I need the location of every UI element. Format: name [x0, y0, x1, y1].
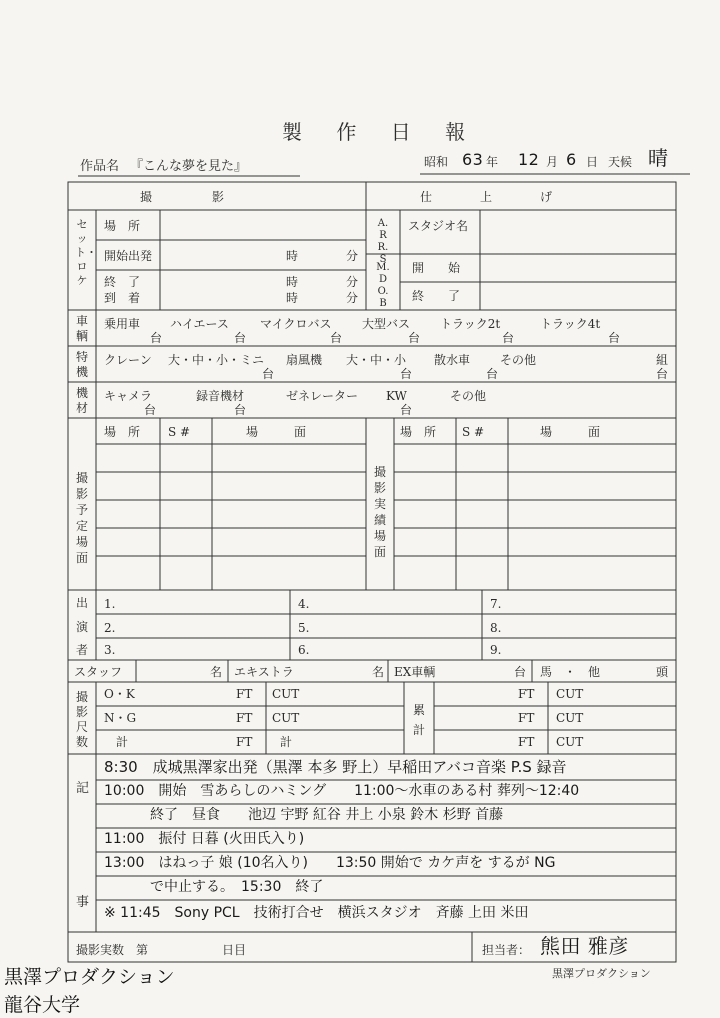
- ex-vehicle-unit: 台: [514, 665, 527, 679]
- start-label: 開始出発: [104, 249, 153, 263]
- note-line-2: 10:00 開始 雪あらしのハミング 11:00〜水車のある村 葬列〜12:40: [104, 783, 580, 799]
- vehicle-car: 乗用車: [104, 317, 141, 331]
- vehicle-unit-3: 台: [330, 331, 343, 345]
- total-ft: FT: [236, 735, 253, 749]
- ok-cut: CUT: [272, 687, 300, 701]
- special-unit-1: 台: [262, 367, 275, 381]
- special-label: 特機: [75, 350, 88, 379]
- ok-ft: FT: [236, 687, 253, 701]
- equip-other: その他: [450, 389, 487, 403]
- start-hour: 時: [286, 249, 299, 263]
- result-place-head: 場 所: [400, 425, 437, 439]
- cast-2: 2.: [104, 621, 116, 635]
- finish-start-label: 開 始: [412, 261, 461, 275]
- ng-cut: CUT: [272, 711, 300, 725]
- vehicle-unit-1: 台: [150, 331, 163, 345]
- special-crane: クレーン: [104, 353, 152, 367]
- notes-label-1: 記: [76, 781, 90, 796]
- extra-unit: 名: [372, 665, 385, 679]
- arrive-hour: 時: [286, 291, 299, 305]
- special-set-unit: 組: [656, 353, 669, 367]
- note-line-4: 11:00 振付 日暮 (火田氏入り): [104, 831, 305, 847]
- month-unit: 月: [546, 155, 559, 169]
- watermark-line-2: 龍谷大学: [4, 994, 81, 1016]
- notes-label-2: 事: [76, 895, 90, 910]
- date-year: 63: [462, 150, 484, 169]
- date-day: 6: [566, 150, 577, 169]
- cast-8: 8.: [490, 621, 502, 635]
- studio-label: スタジオ名: [408, 219, 469, 233]
- special-unit-2: 台: [400, 367, 413, 381]
- vehicle-bus: 大型バス: [362, 317, 411, 331]
- total-cut-label: 計: [280, 735, 293, 749]
- plan-label: 撮影予定場面: [75, 471, 88, 565]
- special-unit-4: 台: [656, 367, 669, 381]
- cum-ft-2: FT: [518, 711, 535, 725]
- equip-unit-2: 台: [234, 403, 247, 417]
- special-other: その他: [500, 353, 537, 367]
- set-loc-label: セット・ロケ: [75, 218, 97, 287]
- film-label: 撮影尺数: [75, 690, 88, 749]
- finish-end-label: 終 了: [412, 289, 461, 303]
- cast-label-1: 出: [76, 596, 89, 610]
- special-crane-sizes: 大・中・小・ミニ: [168, 353, 265, 367]
- equip-unit-1: 台: [144, 403, 157, 417]
- cast-9: 9.: [490, 643, 502, 657]
- note-line-7: ※ 11:45 Sony PCL 技術打合せ 横浜スタジオ 斉藤 上田 米田: [104, 905, 529, 921]
- result-s-head: S #: [462, 425, 485, 439]
- cast-1: 1.: [104, 597, 116, 611]
- film-ok: O・K: [104, 687, 135, 701]
- plan-scene-head: 場 面: [246, 425, 307, 439]
- cast-6: 6.: [298, 643, 310, 657]
- date-month: 12: [518, 150, 540, 169]
- equip-kw: KW: [386, 389, 407, 403]
- result-scene-head: 場 面: [540, 425, 601, 439]
- person-name: 熊田 雅彦: [540, 934, 629, 958]
- film-ng: N・G: [104, 711, 137, 725]
- special-fan: 扇風機: [286, 353, 323, 367]
- day-unit: 日: [586, 155, 599, 169]
- cast-4: 4.: [298, 597, 310, 611]
- year-unit: 年: [486, 155, 499, 169]
- mdob-label: M.D O.B: [376, 262, 390, 309]
- vehicle-truck2: トラック2t: [440, 317, 501, 331]
- cum-ft-3: FT: [518, 735, 535, 749]
- cast-5: 5.: [298, 621, 310, 635]
- ex-vehicle-label: EX車輌: [394, 665, 436, 679]
- vehicles-label: 車輌: [75, 314, 88, 343]
- company-name: 黒澤プロダクション: [552, 967, 651, 980]
- work-name: 『こんな夢を見た』: [130, 159, 248, 174]
- horse-unit: 頭: [656, 665, 669, 679]
- cast-label-3: 者: [76, 643, 89, 657]
- place-label: 場 所: [104, 219, 141, 233]
- note-line-6: で中止する。 15:30 終了: [150, 879, 324, 895]
- staff-label: スタッフ: [74, 665, 123, 679]
- vehicle-unit-5: 台: [502, 331, 515, 345]
- equip-unit-3: 台: [400, 403, 413, 417]
- watermark-line-1: 黒澤プロダクション: [4, 966, 175, 988]
- vehicle-unit-6: 台: [608, 331, 621, 345]
- section-shooting: 撮 影: [140, 190, 225, 204]
- cast-label-2: 演: [76, 620, 89, 634]
- note-line-5: 13:00 はねっ子 娘 (10名入り) 13:50 開始で カケ声を するが NG: [104, 855, 556, 871]
- person-label: 担当者：: [482, 943, 531, 957]
- staff-unit: 名: [210, 665, 223, 679]
- film-total: 計: [116, 735, 129, 749]
- note-line-3: 終了 昼食 池辺 宇野 紅谷 井上 小泉 鈴木 杉野 首藤: [150, 807, 504, 823]
- date-era: 昭和: [424, 155, 449, 169]
- work-name-label: 作品名: [80, 159, 120, 174]
- cum-cut-3: CUT: [556, 735, 584, 749]
- ng-ft: FT: [236, 711, 253, 725]
- special-unit-3: 台: [486, 367, 499, 381]
- equip-camera: キャメラ: [104, 389, 153, 403]
- note-line-1: 8:30 成城黒澤家出発（黒澤 本多 野上）早稲田アバコ音楽 P.S 録音: [104, 758, 567, 776]
- arrive-min: 分: [346, 291, 359, 305]
- special-fan-sizes: 大・中・小: [346, 353, 407, 367]
- ars-label: A.R R.S: [377, 218, 389, 265]
- cumulative-label: 累計: [412, 703, 425, 737]
- vehicle-unit-2: 台: [234, 331, 247, 345]
- start-min: 分: [346, 249, 359, 263]
- cum-ft-1: FT: [518, 687, 535, 701]
- end-min: 分: [346, 275, 359, 289]
- vehicle-truck4: トラック4t: [540, 317, 601, 331]
- special-water: 散水車: [434, 353, 471, 367]
- vehicle-hiace: ハイエース: [170, 317, 229, 331]
- cum-cut-2: CUT: [556, 711, 584, 725]
- form-title: 製 作 日 報: [282, 120, 480, 144]
- vehicle-micro: マイクロバス: [260, 317, 332, 331]
- cum-cut-1: CUT: [556, 687, 584, 701]
- cast-7: 7.: [490, 597, 502, 611]
- equip-audio: 録音機材: [196, 389, 245, 403]
- shooting-days-label: 撮影実数 第: [76, 943, 149, 957]
- result-label: 撮影実績場面: [373, 465, 386, 559]
- weather-value: 晴: [648, 146, 669, 170]
- end-label: 終 了: [104, 275, 141, 289]
- plan-place-head: 場 所: [104, 425, 141, 439]
- equipment-label: 機材: [75, 386, 88, 415]
- cast-3: 3.: [104, 643, 116, 657]
- arrive-label: 到 着: [104, 291, 141, 305]
- shooting-days-unit: 日目: [222, 943, 247, 957]
- weather-label: 天候: [608, 155, 633, 169]
- equip-generator: ゼネレーター: [286, 389, 359, 403]
- horse-label: 馬 ・ 他: [540, 665, 601, 679]
- end-hour: 時: [286, 275, 299, 289]
- section-finishing: 仕 上 げ: [420, 190, 553, 204]
- extra-label: エキストラ: [234, 665, 294, 679]
- vehicle-unit-4: 台: [408, 331, 421, 345]
- plan-s-head: S #: [168, 425, 191, 439]
